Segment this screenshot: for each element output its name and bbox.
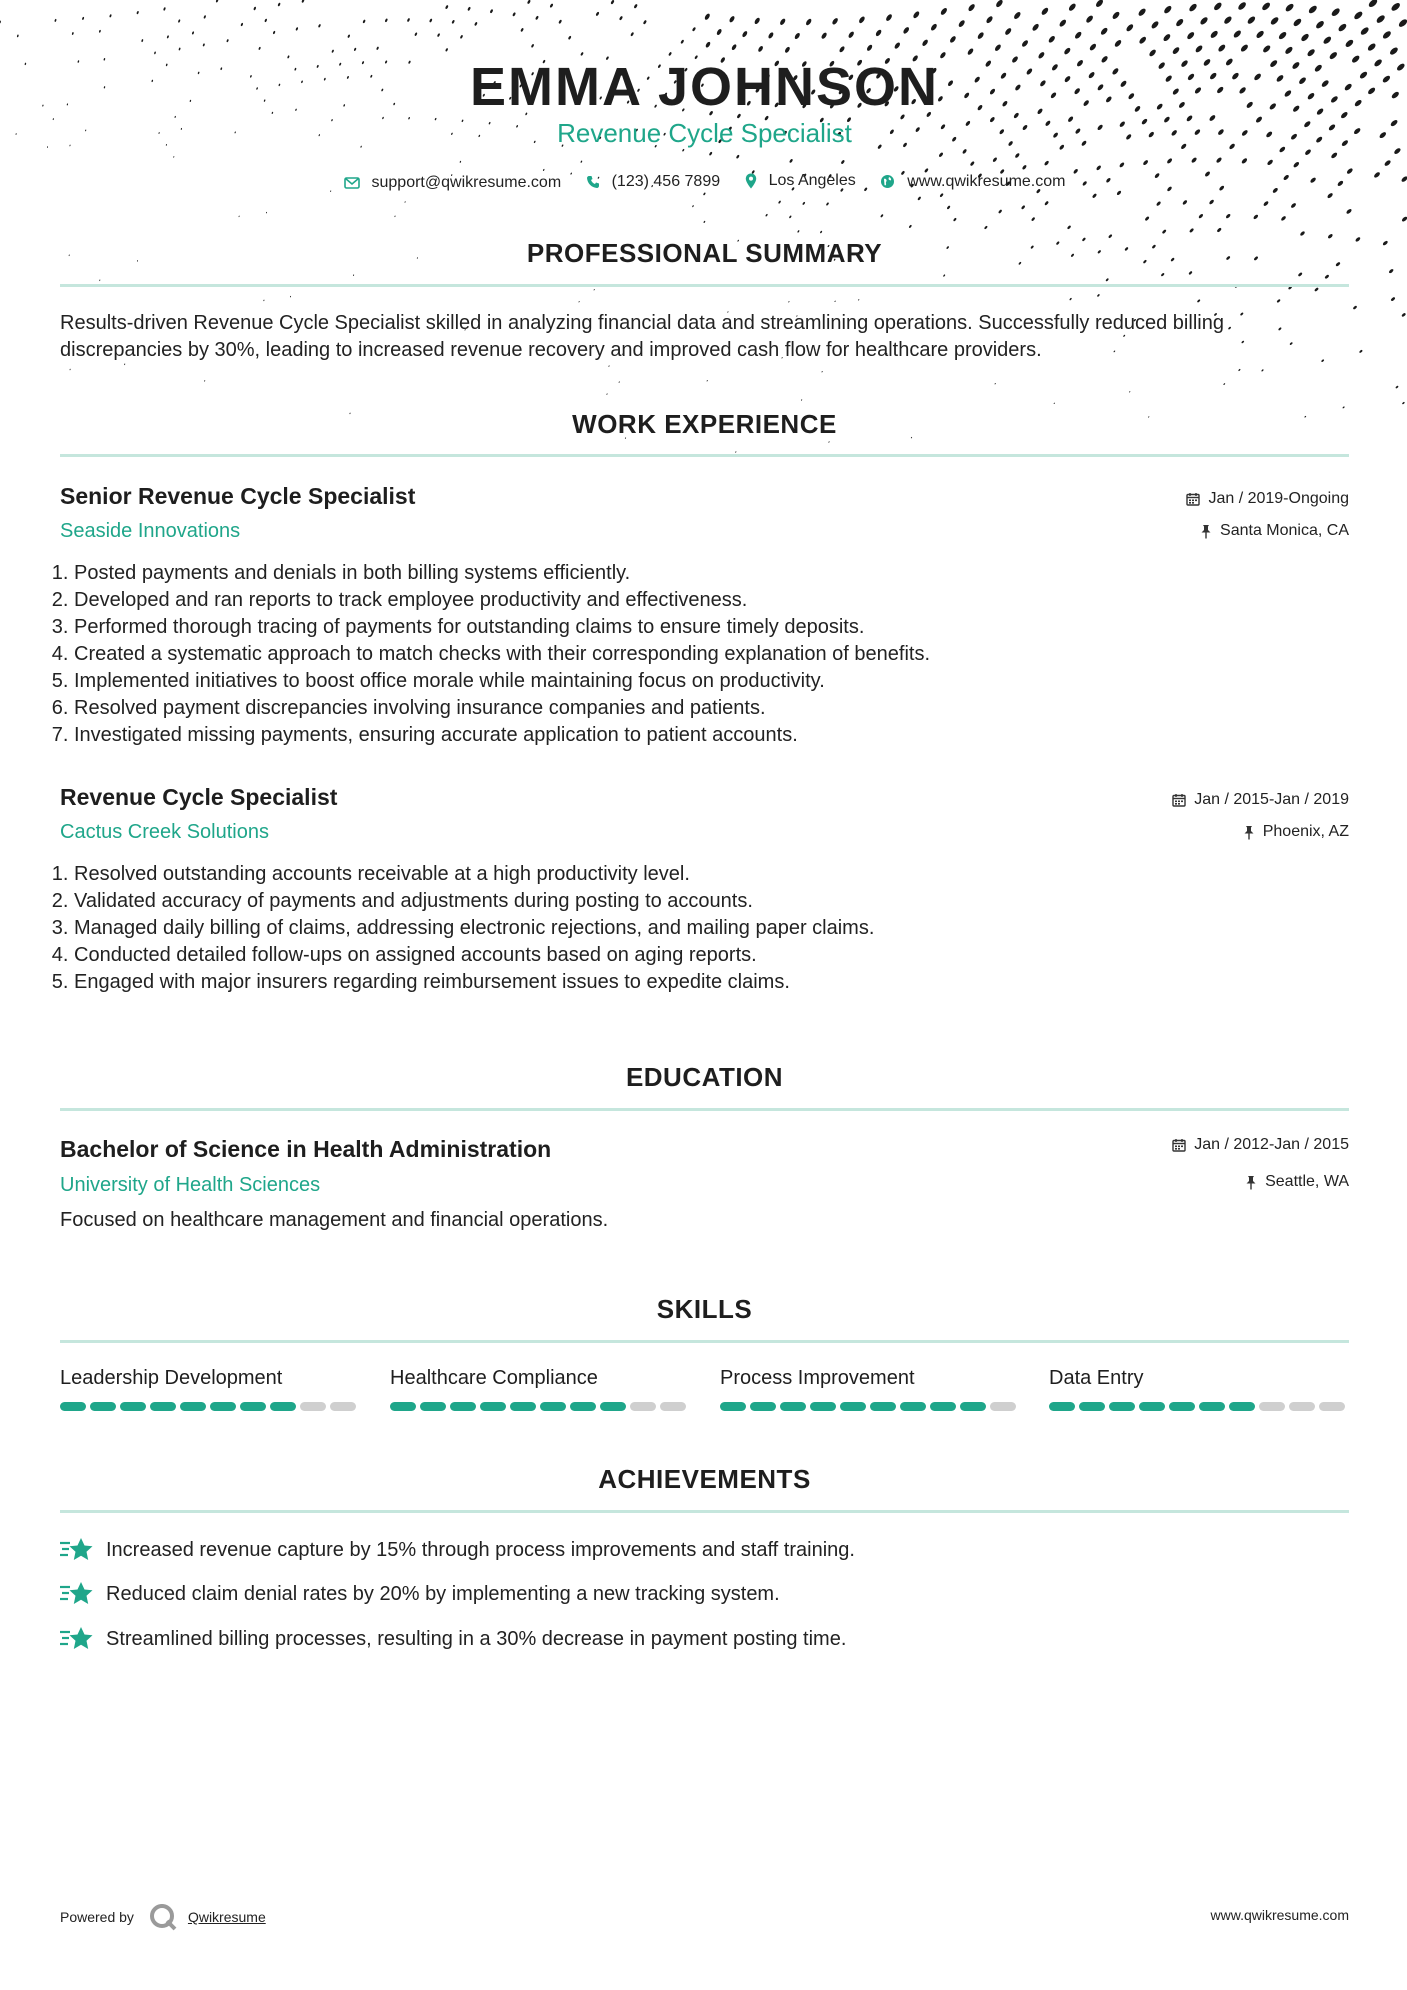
contact-email-text: support@qwikresume.com — [371, 174, 562, 191]
contact-phone[interactable] — [586, 173, 721, 191]
decorative-dot — [1390, 297, 1395, 302]
skill-level-segment — [1079, 1402, 1105, 1411]
decorative-dot — [1359, 349, 1363, 353]
footer-powered-by — [60, 1902, 266, 1932]
skill-level-segment — [930, 1402, 956, 1411]
contact-bar — [60, 172, 1349, 194]
skill-level-bar — [720, 1402, 1020, 1411]
list-item: 3. Managed daily billing of claims, addressing electronic rejections, and mailing paper claims. — [74, 915, 874, 942]
decorative-dot — [1382, 30, 1393, 40]
calendar-icon — [1172, 793, 1186, 807]
job-1-company: Seaside Innovations — [60, 520, 241, 542]
list-item: 4. Created a systematic approach to match checks with their corresponding explanation of benefits. — [74, 641, 930, 668]
job-1-dates-text: Jan / 2019-Ongoing — [1208, 490, 1349, 507]
decorative-dot — [1389, 46, 1399, 56]
decorative-dot — [1375, 14, 1386, 24]
decorative-dot — [1382, 240, 1388, 246]
decorative-dot — [1395, 385, 1399, 388]
decorative-dot — [1379, 131, 1388, 139]
job-2-title: Revenue Cycle Specialist — [60, 784, 338, 810]
job-2-location-text: Phoenix, AZ — [1262, 823, 1349, 840]
skill-level-segment — [420, 1402, 446, 1411]
skill-level-segment — [1229, 1402, 1255, 1411]
skill-level-segment — [390, 1402, 416, 1411]
globe-icon — [880, 174, 895, 189]
skill-level-segment — [510, 1402, 536, 1411]
decorative-dot — [1355, 236, 1361, 242]
decorative-dot — [15, 133, 16, 135]
achievement-item — [60, 1581, 780, 1607]
decorative-dot — [1401, 312, 1406, 317]
pushpin-icon — [1245, 1175, 1257, 1190]
skill-level-segment — [1169, 1402, 1195, 1411]
experience-divider — [60, 454, 1349, 457]
job-1-dates — [1186, 490, 1349, 508]
skill-level-bar — [390, 1402, 690, 1411]
decorative-dot — [1353, 10, 1364, 20]
skill-level-segment — [780, 1402, 806, 1411]
decorative-dot — [1382, 74, 1392, 83]
decorative-dot — [1390, 119, 1399, 127]
mail-icon — [344, 177, 360, 189]
skill-level-segment — [990, 1402, 1016, 1411]
skill-level-segment — [630, 1402, 656, 1411]
skill-level-segment — [210, 1402, 236, 1411]
decorative-dot — [52, 118, 54, 120]
education-description: Focused on healthcare management and financial operations. — [60, 1209, 609, 1231]
job-2-location — [1243, 823, 1349, 841]
decorative-dot — [1398, 18, 1407, 28]
skill-level-segment — [1139, 1402, 1165, 1411]
skill-level-bar — [1049, 1402, 1349, 1411]
contact-website-text: www.qwikresume.com — [907, 172, 1066, 190]
decorative-dot — [1351, 54, 1361, 64]
decorative-dot — [1391, 91, 1400, 100]
decorative-dot — [1367, 86, 1376, 95]
decorative-dot — [1367, 42, 1377, 52]
skill-level-segment — [660, 1402, 686, 1411]
skill-level-segment — [480, 1402, 506, 1411]
skill-level-segment — [1259, 1402, 1285, 1411]
candidate-name: EMMA JOHNSON — [469, 57, 940, 117]
education-heading: EDUCATION — [625, 1062, 784, 1092]
list-item: 2. Validated accuracy of payments and adjustments during posting to accounts. — [74, 888, 874, 915]
skill-level-segment — [330, 1402, 356, 1411]
decorative-dot — [1354, 99, 1363, 108]
decorative-dot — [1396, 62, 1406, 72]
skill-level-segment — [90, 1402, 116, 1411]
skill-level-segment — [570, 1402, 596, 1411]
education-location-text: Seattle, WA — [1265, 1173, 1349, 1190]
skill-item — [1049, 1367, 1349, 1411]
job-2-dates-text: Jan / 2015-Jan / 2019 — [1194, 791, 1349, 808]
skill-name: Leadership Development — [60, 1367, 283, 1389]
job-1-bullets — [54, 560, 930, 749]
contact-website[interactable] — [880, 173, 1065, 191]
skill-level-segment — [120, 1402, 146, 1411]
skill-name: Data Entry — [1049, 1367, 1144, 1389]
education-location — [1245, 1173, 1349, 1191]
decorative-dot — [1353, 305, 1358, 310]
list-item: 1. Posted payments and denials in both billing systems efficiently. — [74, 560, 930, 587]
resume-page — [60, 0, 1349, 1990]
decorative-dot — [1393, 147, 1401, 155]
summary-divider — [60, 284, 1349, 287]
candidate-title: Revenue Cycle Specialist — [557, 118, 852, 148]
skill-item — [720, 1367, 1020, 1411]
list-item: 3. Performed thorough tracing of payments for outstanding claims to ensure timely deposits. — [74, 614, 930, 641]
summary-heading: PROFESSIONAL SUMMARY — [526, 238, 883, 268]
list-item: 4. Conducted detailed follow-ups on assigned accounts based on aging reports. — [74, 942, 874, 969]
skill-level-segment — [150, 1402, 176, 1411]
decorative-dot — [1401, 175, 1407, 182]
list-item: 5. Implemented initiatives to boost office morale while maintaining focus on productivity. — [74, 668, 930, 695]
decorative-dot — [1401, 216, 1407, 223]
skill-level-bar — [60, 1402, 360, 1411]
footer-website[interactable]: www.qwikresume.com — [1210, 1907, 1349, 1923]
list-item: 7. Investigated missing payments, ensuring accurate application to patient accounts. — [74, 722, 930, 749]
education-dates — [1172, 1136, 1349, 1154]
summary-text: Results-driven Revenue Cycle Specialist skilled in analyzing financial data and streamlining operations. Successfully reduced billing discrepancies by 30%, leading to increased revenue recovery and improved cash flow for healthcare providers. — [60, 312, 1224, 361]
skill-level-segment — [810, 1402, 836, 1411]
skill-level-segment — [300, 1402, 326, 1411]
skill-level-segment — [1199, 1402, 1225, 1411]
list-item: 2. Developed and ran reports to track employee productivity and effectiveness. — [74, 587, 930, 614]
phone-icon — [586, 175, 600, 189]
achievement-text: Streamlined billing processes, resulting in a 30% decrease in payment posting time. — [106, 1627, 847, 1650]
contact-location-text: Los Angeles — [768, 172, 856, 189]
skill-item — [60, 1367, 360, 1411]
education-school: University of Health Sciences — [60, 1174, 321, 1196]
education-degree: Bachelor of Science in Health Administration — [60, 1136, 552, 1162]
skill-level-segment — [270, 1402, 296, 1411]
experience-heading: WORK EXPERIENCE — [572, 409, 837, 439]
skill-level-segment — [720, 1402, 746, 1411]
decorative-dot — [24, 62, 26, 65]
powered-by-label: Powered by — [60, 1909, 134, 1925]
list-item: 6. Resolved payment discrepancies involving insurance companies and patients. — [74, 695, 930, 722]
skill-name: Process Improvement — [720, 1367, 915, 1389]
education-dates-text: Jan / 2012-Jan / 2015 — [1194, 1136, 1349, 1153]
skill-level-segment — [750, 1402, 776, 1411]
skill-item — [390, 1367, 690, 1411]
brand-link[interactable]: Qwikresume — [187, 1909, 266, 1925]
decorative-dot — [54, 19, 57, 22]
decorative-dot — [1388, 268, 1394, 274]
achievement-text: Increased revenue capture by 15% through process improvements and staff training. — [106, 1538, 855, 1561]
decorative-dot — [1373, 171, 1381, 178]
decorative-dot — [1359, 26, 1370, 36]
calendar-icon — [1172, 1138, 1186, 1152]
achievements-divider — [60, 1510, 1349, 1513]
skill-level-segment — [240, 1402, 266, 1411]
achievement-item — [60, 1626, 846, 1652]
list-item: 1. Resolved outstanding accounts receivable at a high productivity level. — [74, 861, 874, 888]
location-pin-icon — [745, 173, 757, 189]
skill-level-segment — [960, 1402, 986, 1411]
decorative-dot — [1384, 159, 1392, 167]
star-speed-icon — [60, 1581, 94, 1607]
job-2-bullets — [54, 861, 874, 996]
job-2-company: Cactus Creek Solutions — [60, 821, 269, 843]
skill-level-segment — [60, 1402, 86, 1411]
decorative-dot — [1359, 70, 1369, 79]
skill-level-segment — [1319, 1402, 1345, 1411]
skill-level-segment — [900, 1402, 926, 1411]
skill-level-segment — [450, 1402, 476, 1411]
skill-level-segment — [180, 1402, 206, 1411]
star-speed-icon — [60, 1537, 94, 1563]
decorative-dot — [42, 104, 44, 106]
skill-level-segment — [870, 1402, 896, 1411]
education-divider — [60, 1108, 1349, 1111]
skill-level-segment — [600, 1402, 626, 1411]
skill-level-segment — [1049, 1402, 1075, 1411]
decorative-dot — [1373, 58, 1383, 68]
contact-email[interactable] — [344, 174, 562, 192]
skill-level-segment — [1109, 1402, 1135, 1411]
qwikresume-logo-icon — [148, 1902, 178, 1932]
contact-location — [745, 172, 856, 190]
decorative-dot — [1367, 0, 1378, 8]
skills-heading: SKILLS — [656, 1294, 753, 1324]
job-1-title: Senior Revenue Cycle Specialist — [60, 483, 416, 509]
job-1-location-text: Santa Monica, CA — [1220, 522, 1349, 539]
pushpin-icon — [1200, 524, 1212, 539]
contact-phone-text: (123) 456 7899 — [611, 173, 721, 190]
job-1-location — [1200, 522, 1349, 540]
decorative-dot — [17, 34, 19, 37]
calendar-icon — [1186, 492, 1200, 506]
job-2-dates — [1172, 791, 1349, 809]
skill-name: Healthcare Compliance — [390, 1367, 598, 1389]
skill-level-segment — [840, 1402, 866, 1411]
decorative-dot — [47, 146, 48, 148]
decorative-dot — [1353, 127, 1361, 135]
star-speed-icon — [60, 1626, 94, 1652]
achievement-text: Reduced claim denial rates by 20% by implementing a new tracking system. — [106, 1582, 780, 1605]
skill-level-segment — [1289, 1402, 1315, 1411]
skill-level-segment — [540, 1402, 566, 1411]
list-item: 5. Engaged with major insurers regarding reimbursement issues to expedite claims. — [74, 969, 874, 996]
achievement-item — [60, 1537, 855, 1563]
decorative-dot — [0, 20, 1, 23]
skills-divider — [60, 1340, 1349, 1343]
decorative-dot — [1390, 2, 1401, 13]
pushpin-icon — [1243, 825, 1255, 840]
achievements-heading: ACHIEVEMENTS — [598, 1464, 811, 1494]
decorative-dot — [1402, 402, 1405, 405]
